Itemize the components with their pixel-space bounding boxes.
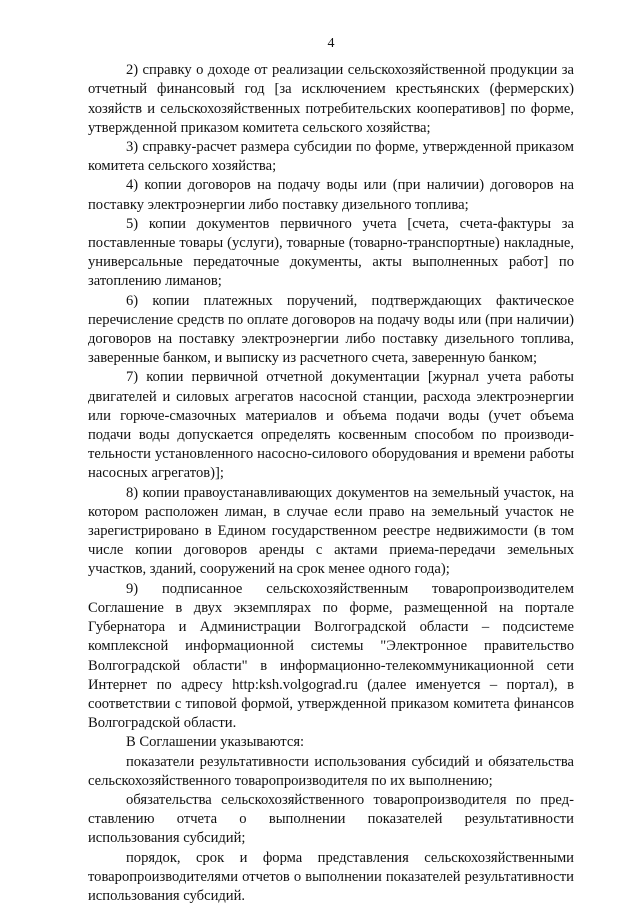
agreement-point-procedure: порядок, срок и форма представления сельскохозяйственными товаропроизводителями отчетов о выполнении показателей результативности использования субсидий. xyxy=(88,849,574,904)
page-number: 4 xyxy=(327,36,335,51)
agreement-point-indicators: показатели результативности использования субсидий и обязательства сельскохозяйственного товаропроизводителя по их выполнению; xyxy=(88,753,574,789)
paragraph-item-2: 2) справку о доходе от реализации сельскохозяйственной продукции за отчетный финансовый год [за исключением крестьянских (фермерских) хозяйств и сельскохозяйственных потребительских кооперативов] по форме, утвержденной приказом комитета сельского хозяйства; xyxy=(88,62,574,136)
paragraph-item-4: 4) копии договоров на подачу воды или (при наличии) договоров на поставку электроэнергии либо поставку дизельного топлива; xyxy=(88,177,574,213)
paragraph-item-6: 6) копии платежных поручений, подтверждающих фактическое перечисление средств по оплате договоров на подачу воды или (при наличии) договоров на поставку электроэнергии либо поставку дизельного топлива, заверенные банком, и выписку из расчетного счета, заверенную банком; xyxy=(88,292,574,367)
agreement-intro: В Соглашении указываются: xyxy=(126,734,305,751)
paragraph-item-5: 5) копии документов первичного учета [счета, счета-фактуры за поставленные товары (услуги), товарные (товарно-транспортные) накладные, универсальные передаточные документы, акты выполненных работ] по затоплению лиманов; xyxy=(88,215,574,290)
paragraph-item-7: 7) копии первичной отчетной документации [журнал учета работы двигателей и силовых агрегатов насосной станции, расхода электроэнергии или горюче-смазочных материалов и объема подачи воды (учет объема подачи воды допускается определять косвенным способом по производительности установленного насосно-силового оборудования и времени работы насосных агрегатов)]; xyxy=(88,369,574,482)
paragraph-item-8: 8) копии правоустанавливающих документов на земельный участок, на котором расположен лиман, в случае если право на земельный участок не зарегистрировано в Едином государственном реестре недвижимости (в том числе копии договоров аренды с актами приема-передачи земельных участков, зданий, сооружений на срок менее одного года); xyxy=(88,484,574,578)
paragraph-item-3: 3) справку-расчет размера субсидии по форме, утвержденной приказом комитета сельского хозяйства; xyxy=(88,139,574,175)
paragraph-item-9: 9) подписанное сельскохозяйственным товаропроизводителем Соглашение в двух экземплярах по форме, размещенной на портале Губернатора и Администрации Волгоградской области – подсистеме комплексной информационной системы "Электронное правительство Волгоградской области" в информационно-телекоммуникационной сети Интернет по адресу http:ksh.volgograd.ru (далее именуется – портал), в соответствии с типовой формой, утвержденной приказом комитета финансов Волгоградской области. xyxy=(88,580,574,732)
document-page xyxy=(88,34,574,906)
agreement-point-obligations: обязательства сельскохозяйственного товаропроизводителя по представлению отчета о выполнении показателей результативности использования субсидий; xyxy=(88,791,574,847)
